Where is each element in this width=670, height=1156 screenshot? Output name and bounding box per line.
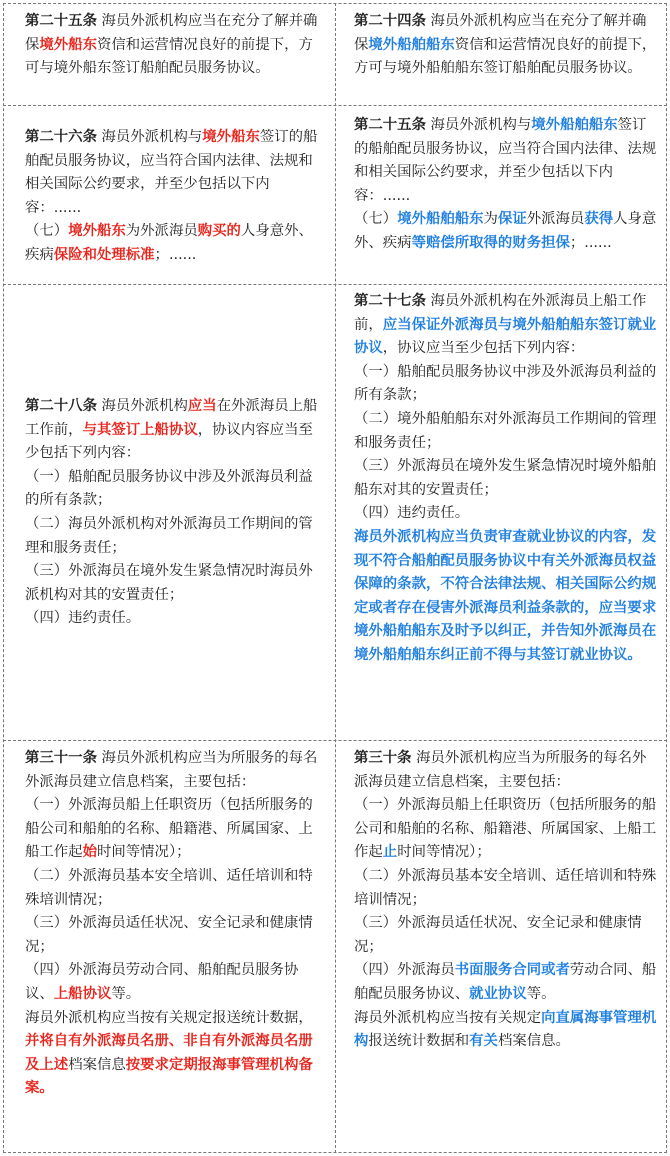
clause-text: 海员外派机构应当按有关规定: [354, 1009, 542, 1026]
clause-paragraph: [25, 126, 325, 220]
clause-text: 时间等情况）；: [96, 844, 191, 861]
clause-paragraph: [25, 10, 325, 81]
clause-text: （三）外派海员适任状况、安全记录和健康情况；: [25, 915, 313, 955]
clause-paragraph: [25, 513, 325, 560]
clause-text: （一）外派海员船上任职资历（包括所服务的船公司和船舶的名称、船籍港、所属国家、上船工作起: [25, 797, 313, 861]
deleted-text: 境外船东: [202, 129, 260, 145]
row-2-left-cell: [3, 106, 335, 284]
clause-text: （四）违约责任。: [25, 610, 141, 627]
clause-text: 签订的船舶配员服务协议，应当符合国内法律、法规和相关国际公约要求，并至少包括以下内容：......: [354, 117, 657, 204]
clause-text: 海员外派机构应当在充分了解并确保: [354, 13, 647, 53]
clause-text: 海员外派机构: [96, 398, 188, 414]
clause-text: （四）外派海员: [354, 962, 455, 979]
clause-text: 等。: [111, 985, 141, 1002]
clause-paragraph: [25, 794, 325, 865]
clause-paragraph: [354, 1007, 657, 1054]
clause-text: 签订的船舶配员服务协议，应当符合国内法律、法规和相关国际公约要求，并至少包括以下内容：......: [25, 129, 318, 216]
clause-text: 在外派海员上船工作前，: [25, 398, 318, 438]
clause-paragraph: [25, 959, 325, 1006]
clause-paragraph: [354, 747, 657, 794]
clause-text: 海员外派机构应当按有关规定报送统计数据，: [25, 1009, 313, 1026]
clause-text: 海员外派机构与: [96, 129, 203, 145]
row-1-right-cell: [336, 3, 667, 105]
article-number: 第三十一条: [25, 750, 97, 766]
clause-text: 等。: [526, 985, 556, 1002]
clause-text: （三）外派海员在境外发生紧急情况时海员外派机构对其的安置责任；: [25, 563, 313, 603]
clause-paragraph: [354, 455, 657, 502]
clause-text: 报送统计数据和: [368, 1033, 470, 1050]
row-3-left-cell: [3, 285, 335, 740]
clause-paragraph: [354, 290, 657, 361]
revised-text: 向直属海事管理机构: [354, 1009, 657, 1050]
clause-text: 档案信息: [68, 1056, 126, 1073]
deleted-text: 始: [82, 844, 97, 861]
clause-text: 资信和运营情况良好的前提下，方可与境外船东签订船舶配员服务协议。: [25, 36, 313, 77]
article-number: 第二十五条: [25, 13, 97, 29]
clause-text: （二）外派海员基本安全培训、适任培训和特殊培训情况；: [25, 867, 313, 908]
clause-text: 外派海员: [526, 211, 585, 228]
clause-paragraph: [25, 466, 325, 513]
clause-paragraph: [354, 526, 657, 668]
clause-text: （二）境外船舶船东对外派海员工作期间的管理和服务责任；: [354, 410, 657, 451]
clause-paragraph: [25, 747, 325, 794]
clause-text: （三）外派海员适任状况、安全记录和健康情况；: [354, 915, 642, 955]
clause-text: （一）船舶配员服务协议中涉及外派海员利益的所有条款；: [354, 363, 657, 404]
revised-text: 止: [382, 844, 398, 861]
clause-text: （四）违约责任。: [354, 505, 470, 522]
article-number: 第二十七条: [354, 293, 426, 309]
clause-text: 海员外派机构应当为所服务的每名外派海员建立信息档案，主要包括：: [354, 750, 647, 790]
revised-text: 境外船舶船东: [397, 211, 484, 228]
clause-paragraph: [354, 114, 657, 208]
row-4-left-cell: [3, 741, 335, 1153]
clause-paragraph: [354, 208, 657, 255]
clause-text: 海员外派机构与: [425, 117, 532, 133]
clause-text: （二）海员外派机构对外派海员工作期间的管理和服务责任；: [25, 515, 313, 556]
clause-paragraph: [354, 912, 657, 959]
clause-paragraph: [25, 607, 325, 631]
deleted-text: 按要求定期报海事管理机构备案。: [25, 1056, 313, 1097]
clause-text: 海员外派机构在外派海员上船工作前，: [354, 293, 647, 333]
clause-paragraph: [354, 361, 657, 408]
revised-text: 等赔偿所取得的财务担保: [411, 234, 570, 251]
clause-text: 时间等情况）；: [397, 844, 491, 861]
clause-paragraph: [354, 10, 657, 81]
revised-text: 有关: [469, 1033, 498, 1050]
clause-paragraph: [25, 1007, 325, 1101]
clause-text: （二）外派海员基本安全培训、适任培训和特殊培训情况；: [354, 867, 657, 908]
revised-text: 书面服务合同或者: [454, 962, 570, 979]
clause-text: （四）外派海员劳动合同、船舶配员服务协议、: [25, 962, 299, 1002]
clause-paragraph: [25, 865, 325, 912]
clause-text: 海员外派机构应当在充分了解并确保: [25, 13, 318, 53]
clause-text: 为外派海员: [125, 223, 198, 240]
clause-text: 资信和运营情况良好的前提下，方可与境外船舶船东签订船舶配员服务协议。: [354, 36, 657, 77]
revised-text: 境外船舶船东: [531, 117, 618, 133]
revised-text: 应当保证外派海员与境外船舶船东签订就业协议: [354, 316, 657, 357]
revised-text: 境外船舶船东: [368, 36, 455, 53]
clause-text: 劳动合同、船舶配员服务协议、: [354, 962, 657, 1002]
clause-text: （三）外派海员在境外发生紧急情况时境外船舶船东对其的安置责任；: [354, 458, 657, 498]
deleted-text: 应当: [187, 398, 217, 414]
revised-text: 保证: [497, 211, 527, 228]
clause-text: （七）: [25, 223, 69, 240]
clause-text: 人身意外、疾病: [25, 223, 313, 263]
revised-text: 就业协议: [469, 985, 527, 1002]
row-1-left-cell: [3, 3, 335, 105]
clause-paragraph: [25, 220, 325, 267]
row-4-right-cell: [336, 741, 667, 1153]
row-2-right-cell: [336, 106, 667, 284]
article-number: 第二十八条: [25, 398, 97, 414]
clause-text: （一）外派海员船上任职资历（包括所服务的船公司和船舶的名称、船籍港、所属国家、上船工作起: [354, 797, 657, 861]
clause-paragraph: [25, 560, 325, 607]
clause-text: ；......: [154, 246, 197, 263]
deleted-text: 与其签订上船协议: [82, 421, 198, 438]
clause-text: （一）船舶配员服务协议中涉及外派海员利益的所有条款；: [25, 468, 313, 509]
article-number: 第二十六条: [25, 129, 97, 145]
clause-paragraph: [354, 408, 657, 455]
clause-text: 档案信息。: [497, 1033, 570, 1050]
clause-text: 人身意外、疾病: [354, 211, 657, 251]
clause-text: ，协议内容应当至少包括下列内容：: [25, 421, 313, 462]
revised-text: 海员外派机构应当负责审查就业协议的内容，发现不符合船舶配员服务协议中有关外派海员权益保障的条款，不符合法律法规、相关国际公约规定或者存在侵害外派海员利益条款的，应当要求境外船舶船东及时予以纠正，并告知外派海员在境外船舶船东纠正前不得与其签订就业协议。: [354, 528, 657, 663]
deleted-text: 保险和处理标准: [53, 246, 155, 263]
clause-text: 为: [483, 211, 498, 228]
deleted-text: 并将自有外派海员名册、非自有外派海员名册及上述: [25, 1033, 313, 1073]
article-number: 第二十四条: [354, 13, 426, 29]
deleted-text: 境外船东: [68, 223, 126, 240]
clause-paragraph: [354, 502, 657, 526]
clause-paragraph: [25, 912, 325, 959]
clause-text: ，协议应当至少包括下列内容：: [382, 340, 585, 357]
article-number: 第二十五条: [354, 117, 426, 133]
clause-text: 海员外派机构应当为所服务的每名外派海员建立信息档案，主要包括：: [25, 750, 318, 790]
article-number: 第三十条: [354, 750, 412, 766]
clause-paragraph: [354, 794, 657, 865]
deleted-text: 上船协议: [53, 985, 112, 1002]
clause-paragraph: [354, 865, 657, 912]
row-3-right-cell: [336, 285, 667, 740]
clause-text: ；......: [569, 234, 612, 251]
deleted-text: 境外船东: [39, 36, 97, 53]
clause-paragraph: [25, 395, 325, 466]
revised-text: 获得: [584, 211, 614, 228]
clause-text: （七）: [354, 211, 398, 228]
deleted-text: 购买的: [197, 223, 241, 240]
clause-paragraph: [354, 959, 657, 1006]
